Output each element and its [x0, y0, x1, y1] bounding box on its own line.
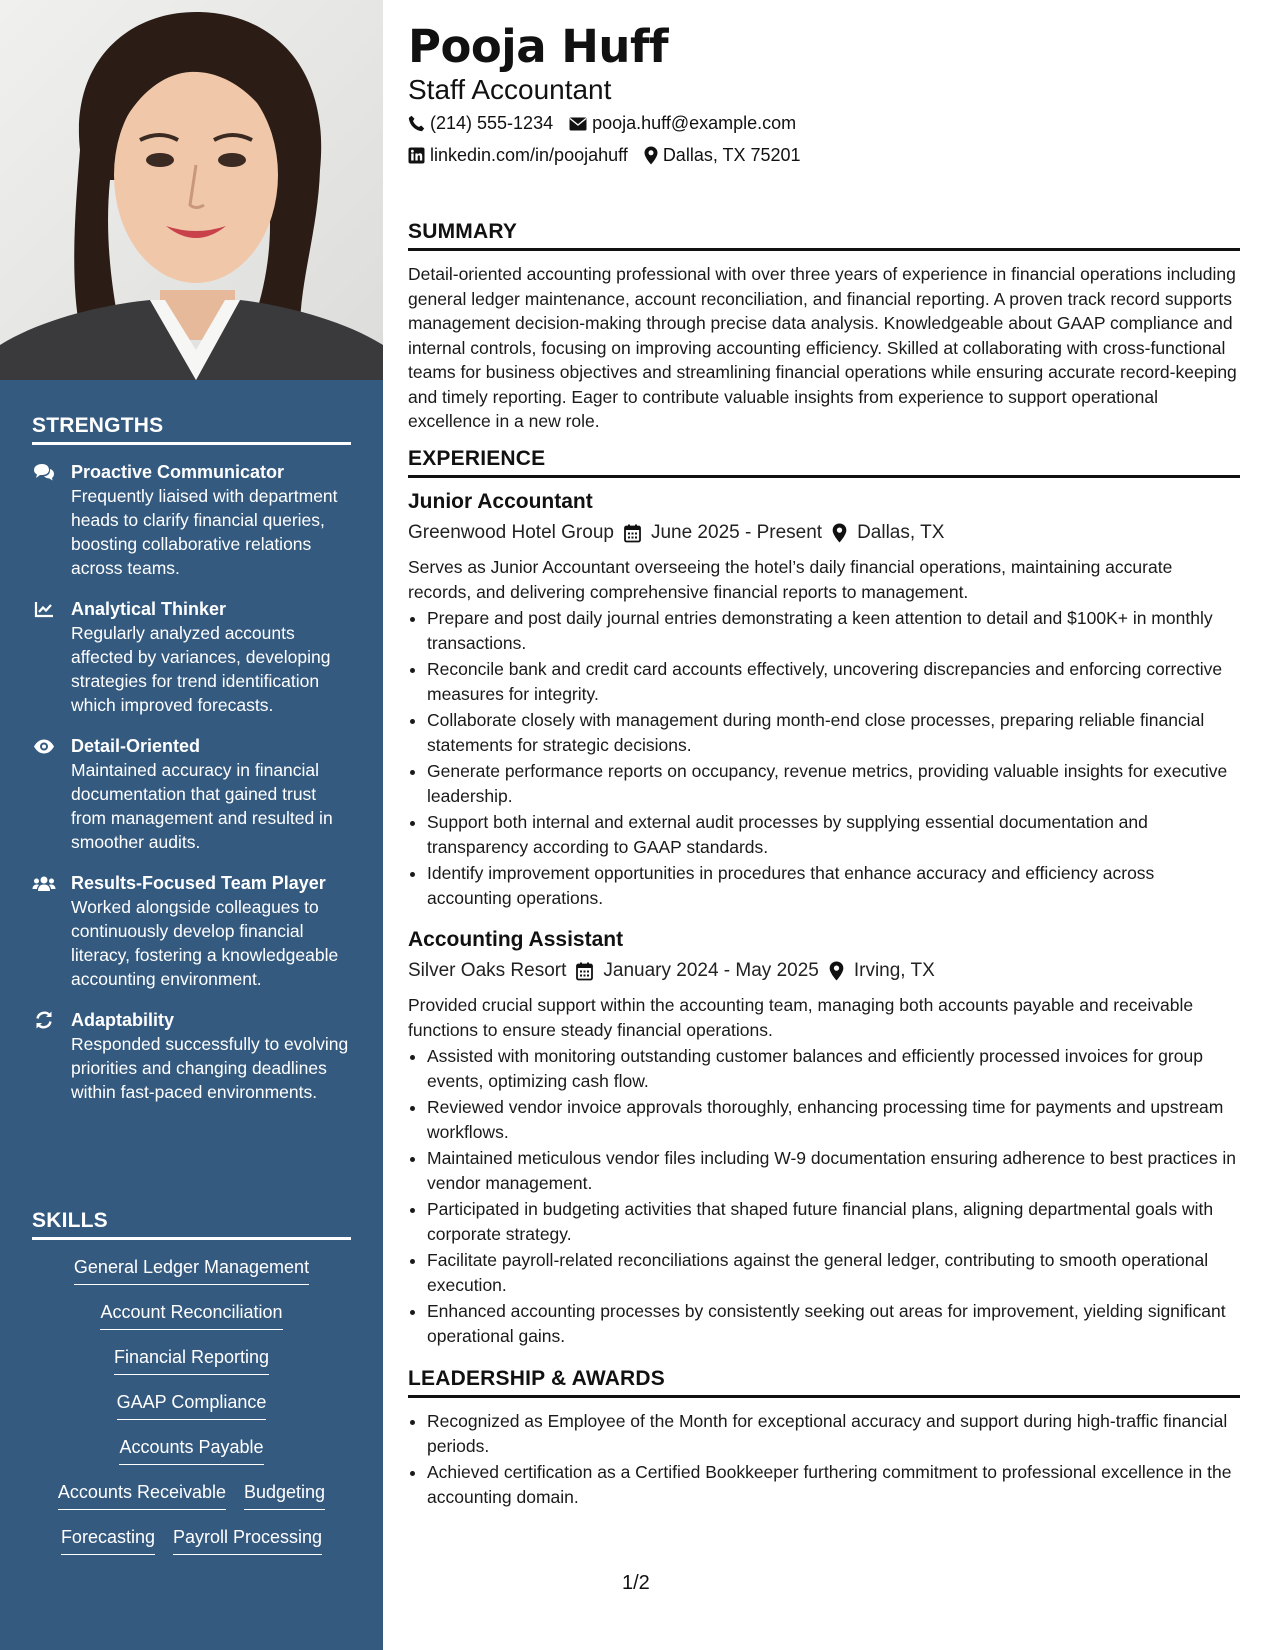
bullet-item: • Identify improvement opportunities in procedures that enhance accuracy and efficiency across accounting operations. — [427, 861, 1240, 910]
strength-item — [32, 871, 352, 991]
location-contact — [644, 145, 801, 166]
job-location: Dallas, TX — [857, 522, 945, 543]
skill-tag: Financial Reporting — [114, 1345, 269, 1375]
strength-title: Results-Focused Team Player — [71, 873, 326, 893]
envelope-icon — [569, 117, 587, 131]
strengths-list — [32, 460, 352, 1121]
strength-text: Regularly analyzed accounts affected by variances, developing strategies for trend identification which improved forecasts. — [71, 623, 331, 715]
skill-tag: Budgeting — [244, 1480, 325, 1510]
map-pin-icon — [829, 961, 844, 981]
sidebar — [0, 0, 383, 1650]
skill-tag: Accounts Receivable — [58, 1480, 226, 1510]
candidate-name: Pooja Huff — [408, 20, 669, 73]
job-dates: January 2024 - May 2025 — [603, 960, 819, 981]
strength-title: Proactive Communicator — [71, 462, 285, 482]
job-title: Junior Accountant — [408, 490, 593, 513]
skill-tag: General Ledger Management — [74, 1255, 309, 1285]
job-meta — [408, 519, 1240, 547]
job-meta — [408, 957, 1240, 985]
strength-text: Worked alongside colleagues to continuously develop financial literacy, fostering a knowledgeable accounting environment. — [71, 897, 339, 989]
calendar-icon — [576, 962, 593, 981]
bullet-item: • Generate performance reports on occupancy, revenue metrics, providing valuable insights for executive leadership. — [427, 759, 1240, 808]
strength-text: Frequently liaised with department heads to clarify financial queries, boosting collaborative relations across teams. — [71, 486, 338, 578]
phone-number: (214) 555-1234 — [430, 113, 554, 133]
strength-text: Responded successfully to evolving priorities and changing deadlines within fast-paced environments. — [71, 1034, 349, 1102]
location-text: Dallas, TX 75201 — [662, 145, 801, 165]
profile-photo-image — [0, 0, 383, 380]
skills-heading: SKILLS — [32, 1209, 351, 1240]
chart-line-icon — [32, 599, 56, 619]
strength-item — [32, 597, 352, 717]
bullet-item: • Facilitate payroll-related reconciliations against the general ledger, contributing to smooth operational execution. — [427, 1248, 1240, 1297]
strength-text: Maintained accuracy in financial documentation that gained trust from management and resulted in smoother audits. — [71, 760, 333, 852]
email-contact[interactable] — [569, 113, 796, 134]
strength-title: Analytical Thinker — [71, 599, 227, 619]
strength-item — [32, 734, 352, 854]
job-entry — [408, 488, 1240, 912]
phone-icon — [408, 115, 425, 132]
eye-icon — [32, 736, 56, 756]
bullet-item: • Participated in budgeting activities that shaped future financial plans, aligning departmental goals with corporate strategy. — [427, 1197, 1240, 1246]
job-title: Accounting Assistant — [408, 928, 624, 951]
contact-row — [408, 113, 796, 134]
skill-tag: Forecasting — [61, 1525, 155, 1555]
strength-item — [32, 460, 352, 580]
leadership-heading: LEADERSHIP & AWARDS — [408, 1367, 1240, 1398]
linkedin-contact[interactable] — [408, 145, 628, 166]
bullet-item: • Achieved certification as a Certified Bookkeeper furthering commitment to professional excellence in the accounting domain. — [427, 1460, 1240, 1509]
job-bullets — [408, 1044, 1240, 1348]
job-dates: June 2025 - Present — [650, 522, 823, 543]
company-name: Silver Oaks Resort — [408, 960, 567, 981]
awards-list — [408, 1407, 1240, 1511]
bullet-item: • Reviewed vendor invoice approvals thoroughly, enhancing processing time for payments and upstream workflows. — [427, 1095, 1240, 1144]
skills-list — [32, 1255, 351, 1570]
strength-title: Detail-Oriented — [71, 736, 201, 756]
bullet-item: • Collaborate closely with management during month-end close processes, preparing reliable financial statements for strategic decisions. — [427, 708, 1240, 757]
job-location: Irving, TX — [853, 960, 935, 981]
map-pin-icon — [832, 523, 847, 543]
skill-tag: Payroll Processing — [173, 1525, 322, 1555]
map-pin-icon — [644, 146, 658, 165]
profile-photo — [0, 0, 383, 380]
page-number: 1/2 — [622, 1572, 650, 1594]
strengths-heading: STRENGTHS — [32, 414, 351, 445]
bullet-item: • Reconcile bank and credit card accounts effectively, uncovering discrepancies and enforcing corrective measures for integrity. — [427, 657, 1240, 706]
comments-icon — [32, 462, 56, 482]
company-name: Greenwood Hotel Group — [408, 522, 614, 543]
summary-heading: SUMMARY — [408, 220, 1240, 251]
bullet-item: • Prepare and post daily journal entries demonstrating a keen attention to detail and $100K+ in monthly transactions. — [427, 606, 1240, 655]
email-address: pooja.huff@example.com — [592, 113, 797, 133]
users-icon — [32, 873, 56, 893]
contact-row-2 — [408, 145, 801, 166]
skill-tag: Accounts Payable — [119, 1435, 263, 1465]
bullet-item: • Maintained meticulous vendor files including W-9 documentation ensuring adherence to best practices in vendor management. — [427, 1146, 1240, 1195]
linkedin-url: linkedin.com/in/poojahuff — [430, 145, 628, 165]
summary-text: Detail-oriented accounting professional with over three years of experience in financial operations including general ledger maintenance, account reconciliation, and financial reporting. A proven track record supports management decision-making through precise data analysis. Knowledgeable about GAAP compliance and internal controls, focusing on improving accounting efficiency. Skilled at collaborating with cross-functional teams for business objectives and streamlining financial operations while ensuring accurate record-keeping and timely reporting. Eager to contribute valuable insights from experience to support operational excellence in a new role. — [408, 264, 1237, 431]
calendar-icon — [624, 524, 641, 543]
strength-title: Adaptability — [71, 1010, 175, 1030]
job-entry — [408, 926, 1240, 1350]
experience-heading: EXPERIENCE — [408, 447, 1240, 478]
linkedin-icon — [408, 147, 425, 164]
strength-item — [32, 1008, 352, 1104]
skill-tag: Account Reconciliation — [100, 1300, 282, 1330]
skill-tag: GAAP Compliance — [117, 1390, 267, 1420]
bullet-item: • Support both internal and external audit processes by supplying essential documentation and transparency according to GAAP standards. — [427, 810, 1240, 859]
job-description: Provided crucial support within the accounting team, managing both accounts payable and receivable functions to ensure steady financial operations. — [408, 995, 1194, 1040]
bullet-item: • Enhanced accounting processes by consistently seeking out areas for improvement, yielding significant operational gains. — [427, 1299, 1240, 1348]
sync-icon — [32, 1010, 56, 1030]
award-bullets — [408, 1409, 1240, 1509]
job-description: Serves as Junior Accountant overseeing the hotel’s daily financial operations, maintaining accurate records, and delivering comprehensive financial reports to management. — [408, 557, 1173, 602]
bullet-item: • Assisted with monitoring outstanding customer balances and efficiently processed invoices for group events, optimizing cash flow. — [427, 1044, 1240, 1093]
phone-contact[interactable] — [408, 113, 553, 134]
job-title-headline: Staff Accountant — [408, 74, 612, 105]
job-bullets — [408, 606, 1240, 910]
bullet-item: • Recognized as Employee of the Month for exceptional accuracy and support during high-traffic financial periods. — [427, 1409, 1240, 1458]
